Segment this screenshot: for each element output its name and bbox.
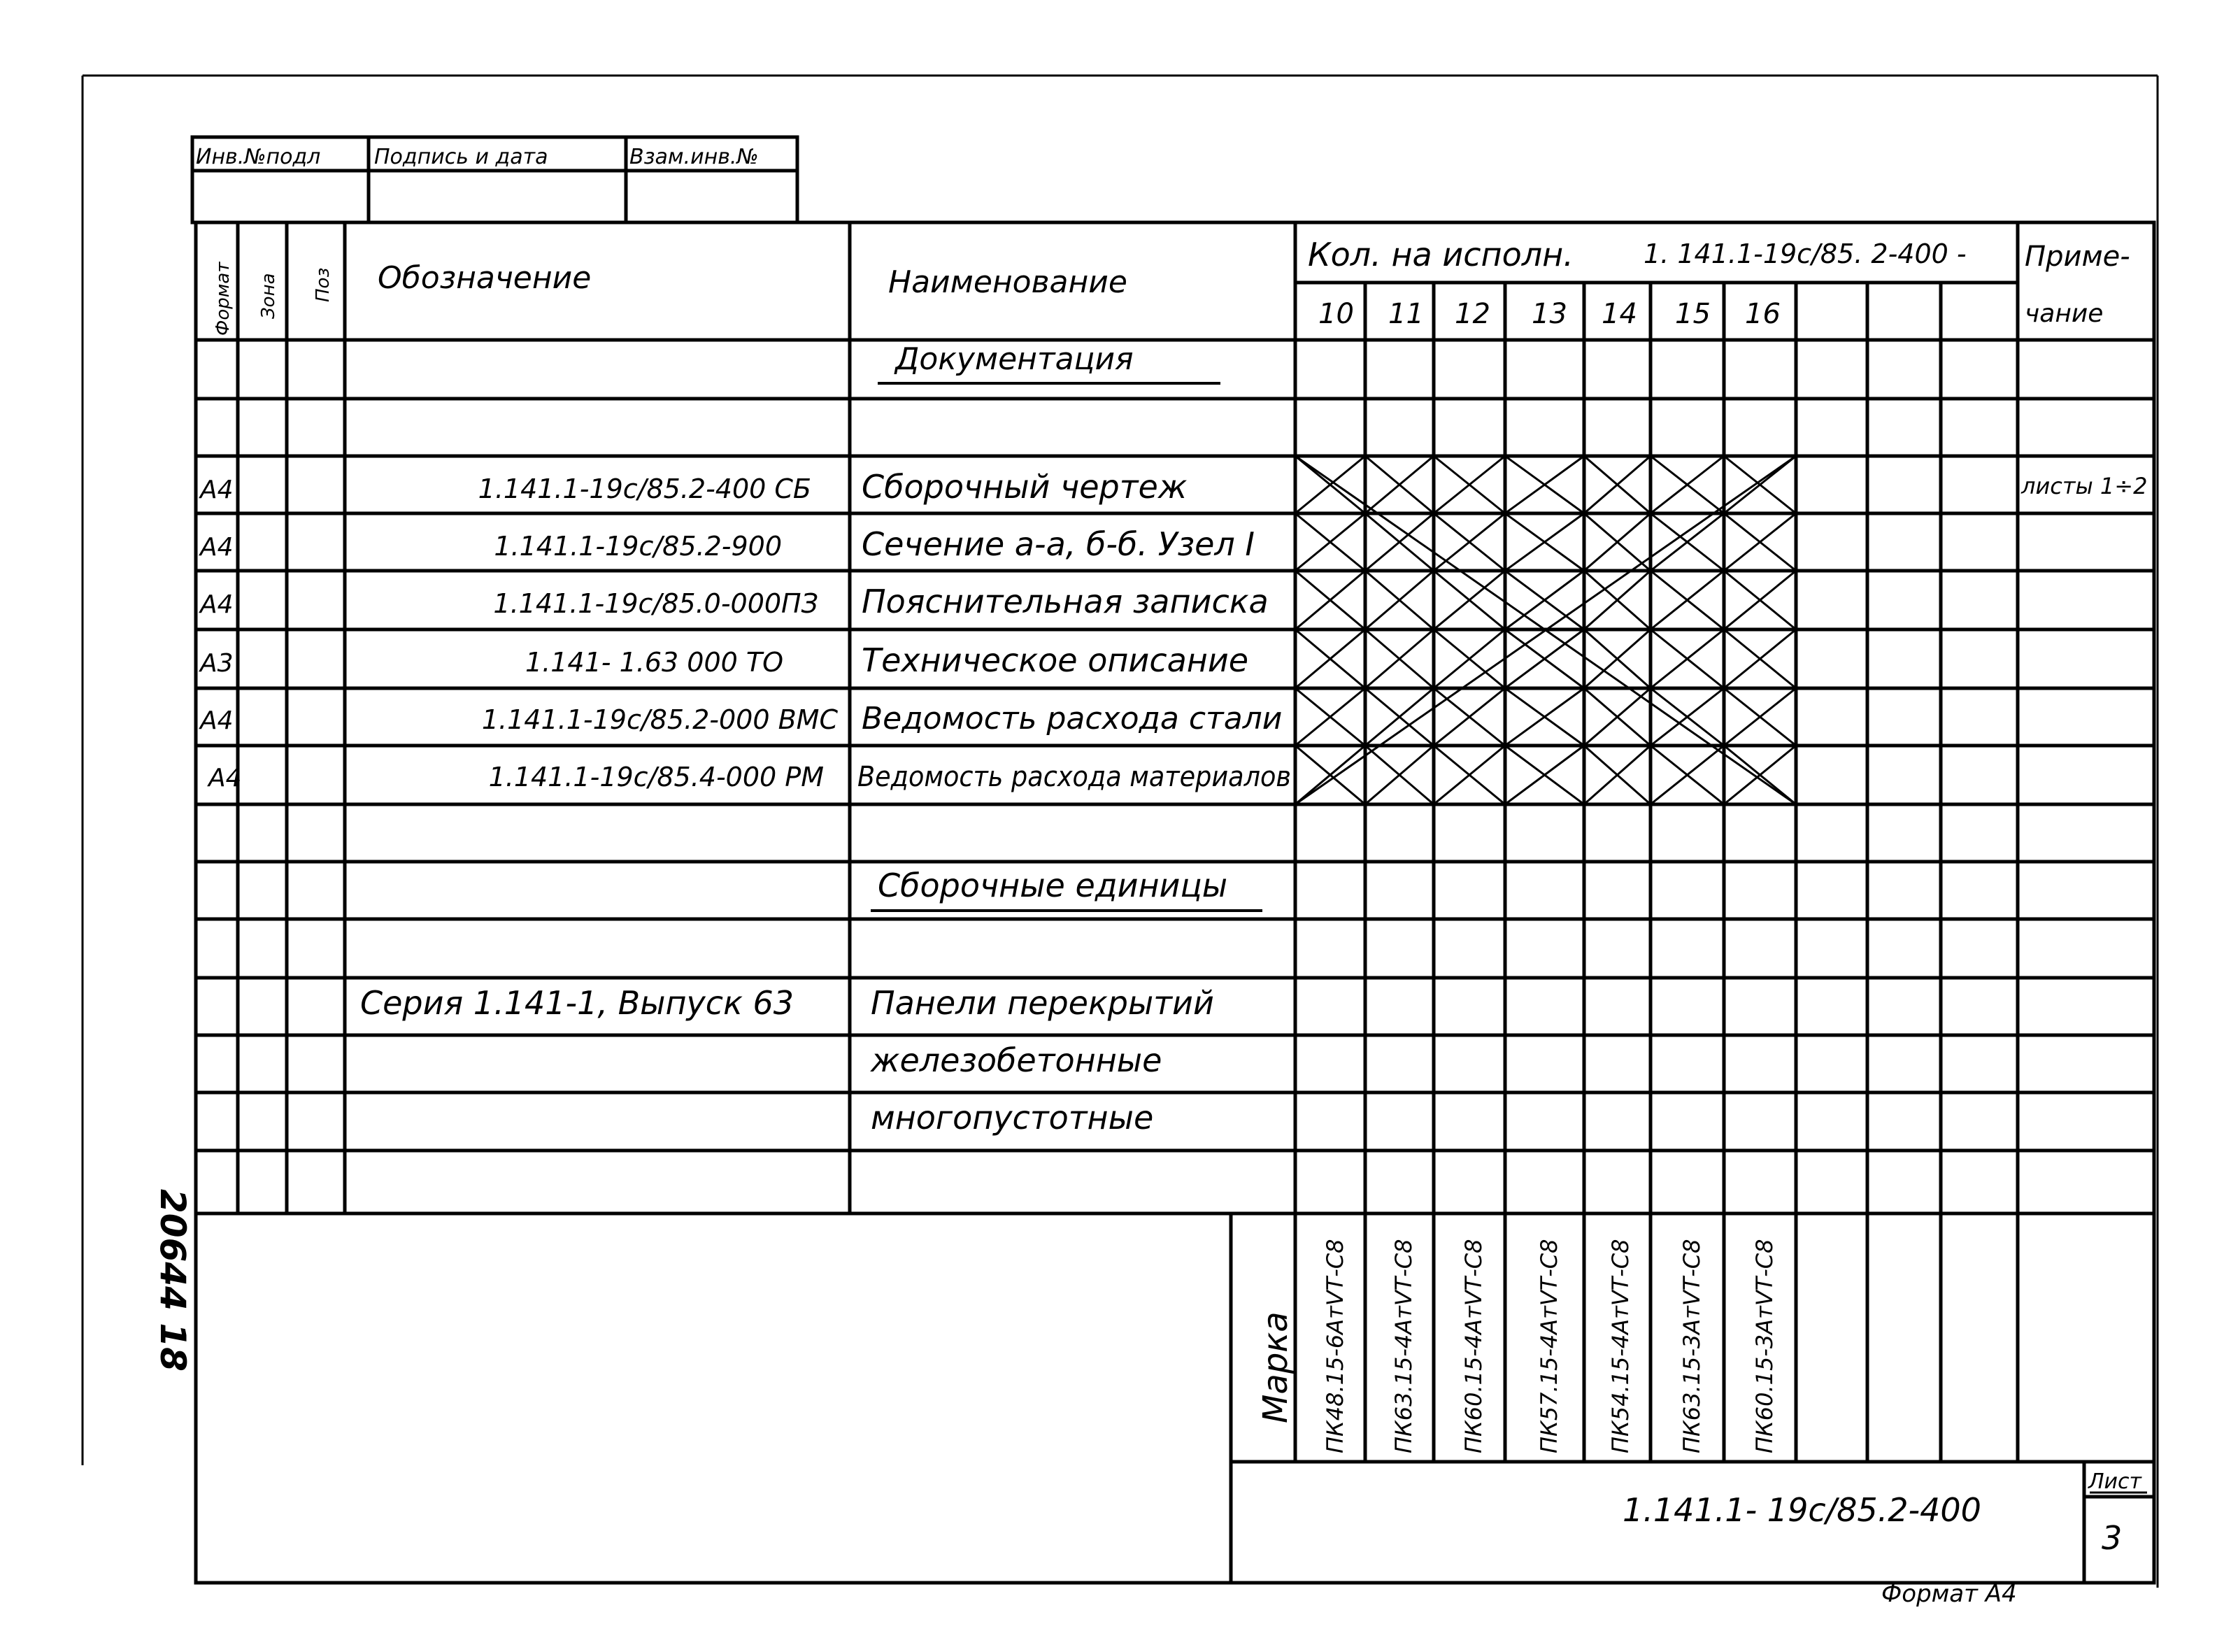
row-2-name: Сечение а-а, б-б. Узел I — [862, 525, 1255, 563]
row-2-format: А4 — [200, 533, 234, 562]
header-format: Формат — [213, 262, 234, 336]
variant-12: 12 — [1455, 298, 1490, 330]
section-assembly-units: Сборочные единицы — [878, 867, 1228, 904]
row-6-designation: 1.141.1-19с/85.4-000 РМ — [488, 762, 824, 792]
row-5-designation: 1.141.1-19с/85.2-000 ВМС — [481, 704, 838, 735]
footer-format-note: Формат А4 — [1881, 1580, 2017, 1608]
series-name-line-3: многопустотные — [871, 1099, 1154, 1137]
mark-variant-10: ПК48.15-6АтⅤТ-С8 — [1322, 1239, 1348, 1453]
header-zone: Зона — [258, 273, 279, 319]
row-4-name: Техническое описание — [862, 641, 1249, 679]
series-name-line-2: железобетонные — [871, 1041, 1162, 1079]
header-note-top: Приме- — [2025, 241, 2130, 273]
row-1-designation: 1.141.1-19с/85.2-400 СБ — [478, 473, 811, 504]
variant-11: 11 — [1388, 298, 1424, 330]
row-3-designation: 1.141.1-19с/85.0-000ПЗ — [493, 588, 818, 619]
header-qty-code: 1. 141.1-19с/85. 2-400 - — [1644, 238, 1967, 269]
header-designation: Обозначение — [378, 260, 592, 296]
row-2-designation: 1.141.1-19с/85.2-900 — [494, 531, 782, 562]
series-name-line-1: Панели перекрытий — [871, 984, 1214, 1022]
row-3-format: А4 — [200, 590, 234, 619]
footer-code: 1.141.1- 19с/85.2-400 — [1623, 1491, 1981, 1529]
variant-10: 10 — [1318, 298, 1354, 330]
marks-label: Марка — [1256, 1311, 1295, 1423]
header-qty: Кол. на исполн. — [1308, 236, 1574, 273]
mark-variant-14: ПК54.15-4АтⅤТ-С8 — [1607, 1239, 1634, 1453]
side-inventory-number: 20644 18 — [152, 1189, 193, 1372]
row-4-designation: 1.141- 1.63 000 ТО — [525, 647, 783, 678]
mark-variant-12: ПК60.15-4АтⅤТ-С8 — [1460, 1239, 1487, 1453]
row-1-name: Сборочный чертеж — [862, 468, 1188, 506]
mark-variant-15: ПК63.15-3АтⅤТ-С8 — [1678, 1239, 1705, 1453]
row-3-name: Пояснительная записка — [862, 583, 1269, 620]
variant-16: 16 — [1745, 298, 1781, 330]
mark-variant-11: ПК63.15-4АтⅤТ-С8 — [1390, 1239, 1417, 1453]
header-pos: Поз — [313, 267, 334, 302]
variant-15: 15 — [1675, 298, 1711, 330]
sheet-border — [83, 76, 2158, 1588]
mark-variant-16: ПК60.15-3АтⅤТ-С8 — [1751, 1239, 1778, 1453]
series-designation: Серия 1.141-1, Выпуск 63 — [360, 984, 794, 1022]
variant-13: 13 — [1532, 298, 1567, 330]
footer-sheet-number: 3 — [2102, 1519, 2123, 1557]
row-5-format: А4 — [200, 706, 234, 735]
stamp-header-signature: Подпись и дата — [374, 145, 548, 169]
row-1-note: листы 1÷2 — [2021, 473, 2148, 499]
stamp-header-replace: Взам.инв.№ — [629, 145, 759, 169]
row-1-format: А4 — [200, 476, 234, 504]
stamp-header-inv: Инв.№подл — [196, 145, 321, 169]
mark-variant-13: ПК57.15-4АтⅤТ-С8 — [1536, 1239, 1562, 1453]
section-documentation: Документация — [895, 341, 1134, 377]
row-4-format: А3 — [200, 649, 234, 678]
row-6-format: А4 — [208, 764, 242, 792]
row-6-name: Ведомость расхода материалов — [857, 761, 1291, 793]
header-name: Наименование — [888, 264, 1127, 300]
footer-sheet-label: Лист — [2088, 1469, 2142, 1494]
variant-14: 14 — [1602, 298, 1637, 330]
row-5-name: Ведомость расхода стали — [862, 701, 1283, 736]
header-note-bottom: чание — [2025, 299, 2104, 328]
